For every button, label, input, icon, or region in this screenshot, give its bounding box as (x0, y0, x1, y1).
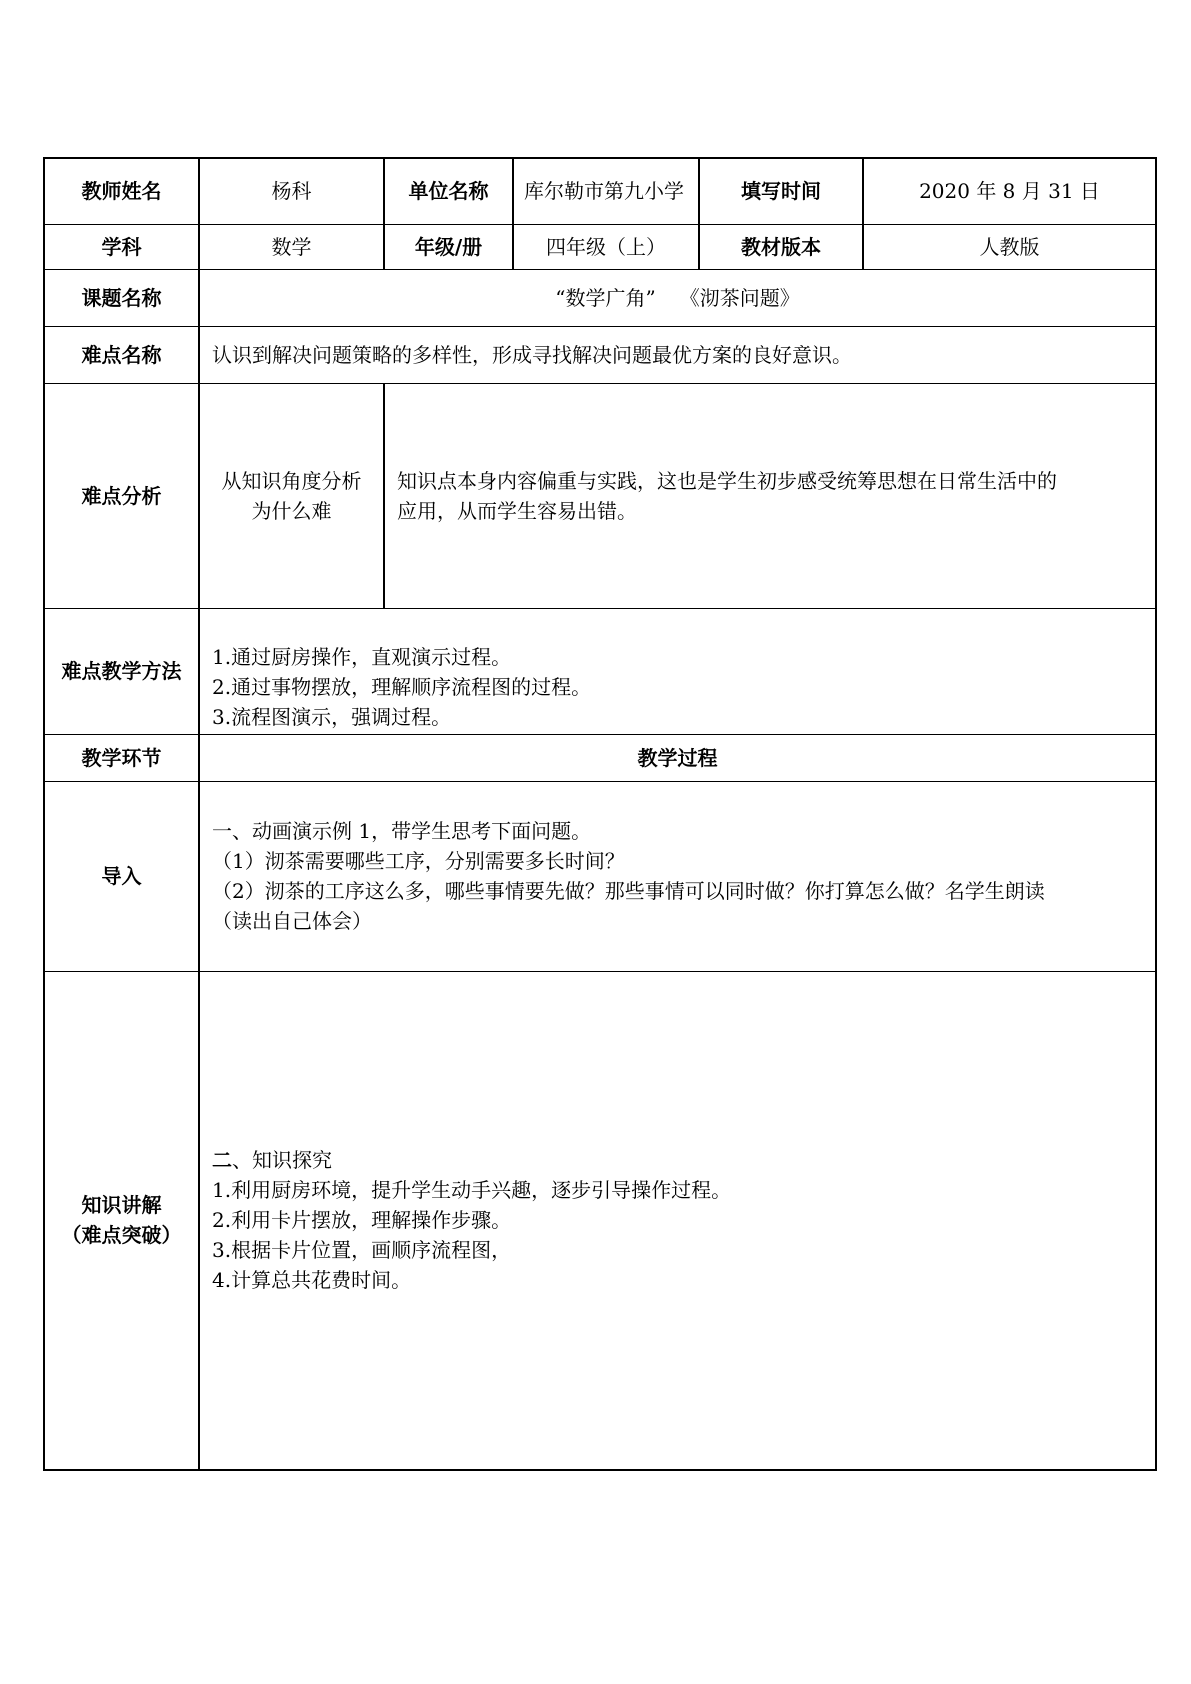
unit-label: 单位名称 (384, 158, 513, 224)
intro-content (199, 781, 1156, 971)
difficulty-text: 认识到解决问题策略的多样性，形成寻找解决问题最优方案的良好意识。 (199, 326, 1156, 383)
difficulty-row (44, 326, 1156, 383)
edition-label: 教材版本 (699, 224, 863, 269)
lesson-plan-table (43, 157, 1157, 1471)
method-item: 2.通过事物摆放，理解顺序流程图的过程。 (212, 674, 592, 699)
topic-row (44, 269, 1156, 326)
intro-line: （读出自己体会） (212, 909, 372, 933)
process-header-row (44, 734, 1156, 781)
method-label: 难点教学方法 (44, 608, 199, 734)
date-label: 填写时间 (699, 158, 863, 224)
explain-heading-rest: 、知识探究 (232, 1148, 332, 1173)
topic-part-2: 《沏茶问题》 (679, 285, 800, 310)
explain-item: 2.利用卡片摆放，理解操作步骤。 (212, 1208, 512, 1233)
header-row-1 (44, 158, 1156, 224)
analysis-sub-label (199, 383, 384, 608)
explain-label (44, 971, 199, 1470)
stage-column-header: 教学环节 (44, 734, 199, 781)
method-list (199, 608, 1156, 734)
method-row (44, 608, 1156, 734)
topic-value (199, 269, 1156, 326)
date-value: 2020 年 8 月 31 日 (863, 158, 1156, 224)
subject-value: 数学 (199, 224, 384, 269)
topic-label: 课题名称 (44, 269, 199, 326)
analysis-text (384, 383, 1156, 608)
grade-label: 年级/册 (384, 224, 513, 269)
edition-value: 人教版 (863, 224, 1156, 269)
explain-item: 3.根据卡片位置，画顺序流程图， (212, 1238, 512, 1263)
intro-row (44, 781, 1156, 971)
explain-heading (212, 1145, 1143, 1175)
explain-content (199, 971, 1156, 1470)
lesson-plan-sheet (43, 157, 1155, 1469)
teacher-value: 杨科 (199, 158, 384, 224)
intro-line: （2）沏茶的工序这么多，哪些事情要先做？那些事情可以同时做？你打算怎么做？名学生朗读 (212, 879, 1045, 903)
explain-row (44, 971, 1156, 1470)
difficulty-label: 难点名称 (44, 326, 199, 383)
method-item: 1.通过厨房操作，直观演示过程。 (212, 644, 512, 669)
explain-heading-lead: 二 (212, 1148, 232, 1173)
intro-line: 一、动画演示例 1，带学生思考下面问题。 (212, 819, 592, 843)
explain-label-line-2: （难点突破） (61, 1223, 182, 1248)
intro-label: 导入 (44, 781, 199, 971)
intro-line: （1）沏茶需要哪些工序，分别需要多长时间？ (212, 849, 625, 873)
analysis-sub-label-line-2: 为什么难 (251, 498, 332, 523)
process-column-header: 教学过程 (199, 734, 1156, 781)
grade-value: 四年级（上） (513, 224, 699, 269)
header-row-2 (44, 224, 1156, 269)
analysis-sub-label-line-1: 从知识角度分析 (221, 468, 362, 493)
explain-item: 1.利用厨房环境，提升学生动手兴趣，逐步引导操作过程。 (212, 1178, 732, 1203)
analysis-text-line-1: 知识点本身内容偏重与实践，这也是学生初步感受统筹思想在日常生活中的 (397, 468, 1057, 493)
explain-item: 4.计算总共花费时间。 (212, 1268, 412, 1293)
unit-value: 库尔勒市第九小学 (513, 158, 699, 224)
analysis-row (44, 383, 1156, 608)
subject-label: 学科 (44, 224, 199, 269)
analysis-label: 难点分析 (44, 383, 199, 608)
explain-label-line-1: 知识讲解 (81, 1193, 162, 1218)
teacher-label: 教师姓名 (44, 158, 199, 224)
analysis-text-line-2: 应用，从而学生容易出错。 (397, 498, 637, 523)
topic-part-1: “数学广角” (555, 285, 656, 310)
method-item: 3.流程图演示，强调过程。 (212, 704, 452, 729)
